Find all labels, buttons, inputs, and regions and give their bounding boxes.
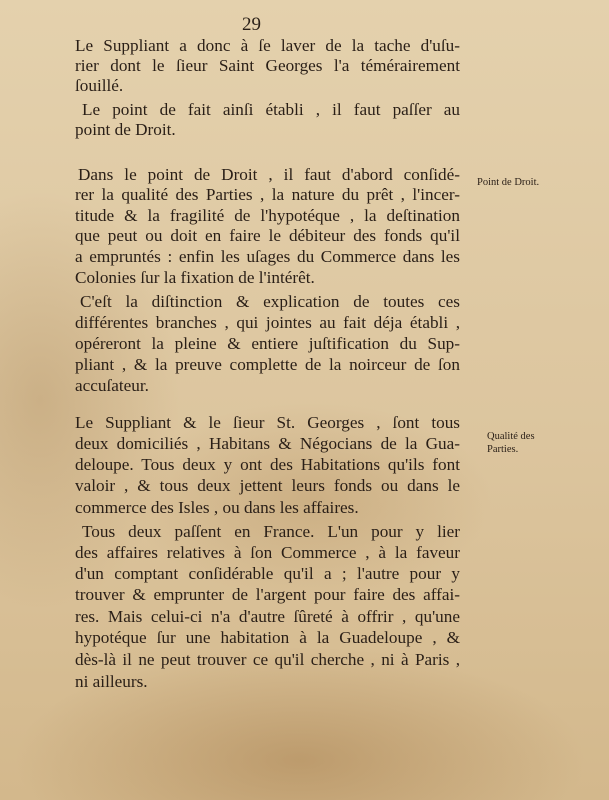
text-line: commerce des Isles , ou dans les affaires. [75, 498, 359, 517]
text-line: Le Suppliant & le ſieur St. Georges , ſont tous [75, 413, 460, 432]
text-line: deloupe. Tous deux y ont des Habitations qu'ils font [75, 455, 460, 474]
text-line: ſouillé. [75, 76, 124, 95]
text-line: opéreront la pleine & entiere juſtification du Sup- [75, 334, 460, 353]
text-line: accuſateur. [75, 376, 149, 395]
text-line: d'un comptant conſidérable qu'il a ; l'autre pour y [75, 564, 460, 583]
margin-note-line: Parties. [487, 444, 519, 455]
text-line: Le point de fait ainſi établi , il faut paſſer au [82, 100, 460, 119]
text-line: a empruntés : enfin les uſages du Commerce dans les [75, 247, 460, 266]
text-line: Dans le point de Droit , il faut d'abord conſidé- [78, 165, 460, 184]
text-line: res. Mais celui-ci n'a d'autre ſûreté à offrir , qu'une [75, 607, 460, 626]
text-line: hypotéque ſur une habitation à la Guadeloupe , & [75, 628, 460, 647]
text-line: rier dont le ſieur Saint Georges l'a témérairement [75, 56, 460, 75]
margin-note-line: Point de Droit. [477, 177, 540, 188]
text-line: pliant , & la preuve complette de la noirceur de ſon [75, 355, 460, 374]
text-line: Colonies ſur la fixation de l'intérêt. [75, 268, 315, 287]
page-number: 29 [242, 14, 261, 35]
text-line: différentes branches , qui jointes au fait déja établi , [75, 313, 460, 332]
text-line: que peut ou doit en faire le débiteur des fonds qu'il [75, 226, 460, 245]
text-line: trouver & emprunter de l'argent pour faire des affai- [75, 585, 460, 604]
text-line: C'eſt la diſtinction & explication de toutes ces [80, 292, 460, 311]
text-line: valoir , & tous deux jettent leurs fonds ou dans le [75, 476, 460, 495]
text-line: rer la qualité des Parties , la nature du prêt , l'incer- [75, 185, 460, 204]
text-line: des affaires relatives à ſon Commerce , à la faveur [75, 543, 460, 562]
text-line: dès-là il ne peut trouver ce qu'il cherche , ni à Paris , [75, 650, 460, 669]
text-line: ni ailleurs. [75, 672, 148, 691]
text-line: deux domiciliés , Habitans & Négocians de la Gua- [75, 434, 460, 453]
text-line: Tous deux paſſent en France. L'un pour y lier [82, 522, 460, 541]
text-line: Le Suppliant a donc à ſe laver de la tache d'uſu- [75, 36, 460, 55]
text-line: point de Droit. [75, 120, 176, 139]
margin-note-line: Qualité des [487, 431, 535, 442]
text-line: titude & la fragilité de l'hypotéque , la deſtination [75, 206, 460, 225]
